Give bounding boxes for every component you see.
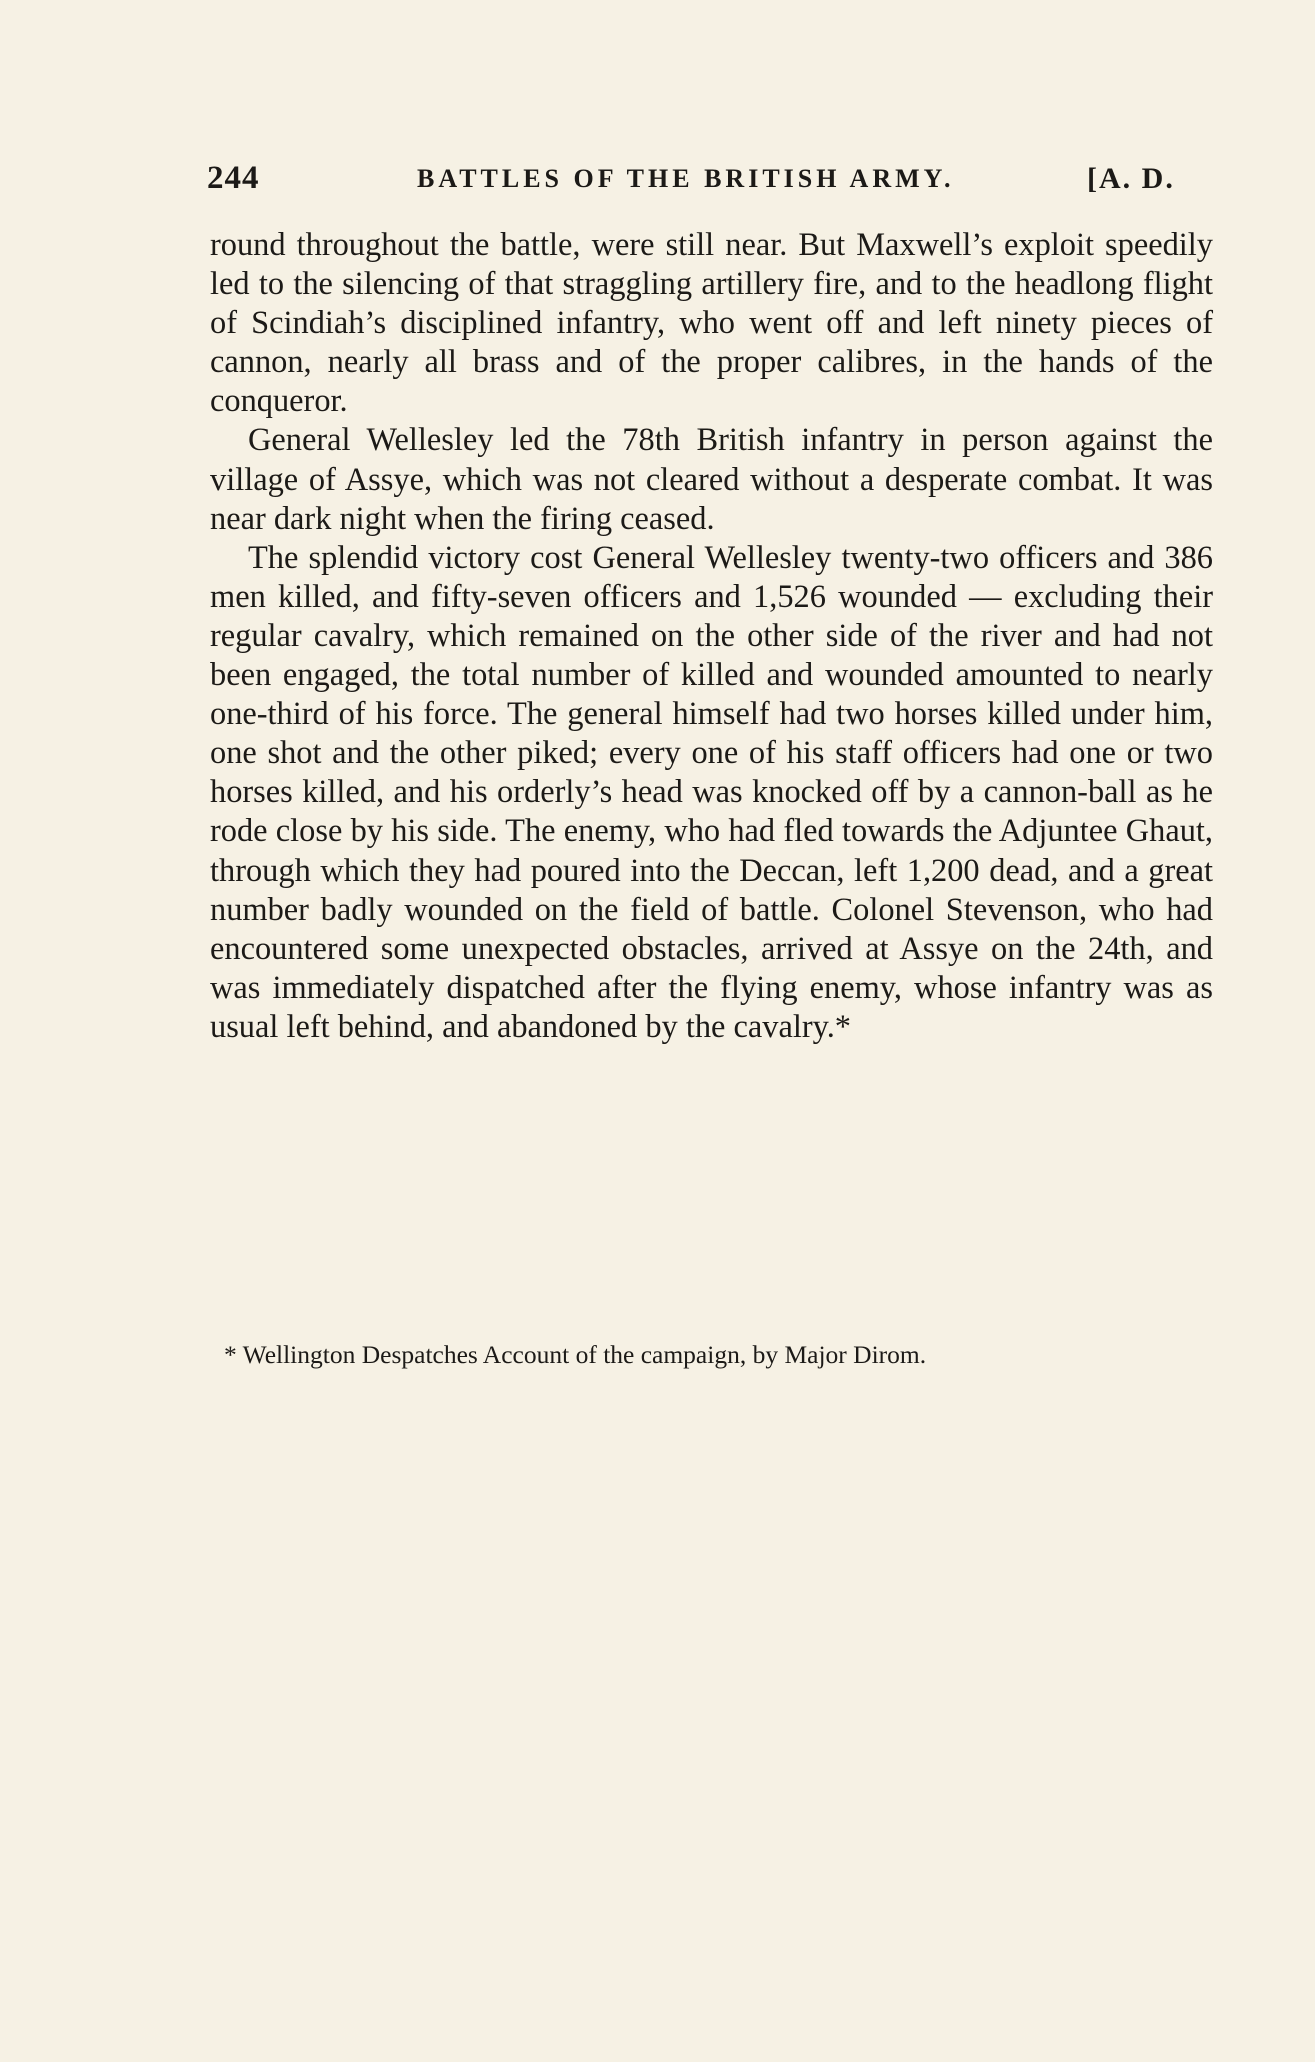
running-title: BATTLES OF THE BRITISH ARMY. bbox=[417, 164, 955, 193]
paragraph: The splendid victory cost General Wellesley twenty-two officers and 386 men killed, and fifty-seven officers and 1,526 wounded — excluding their regular cavalry, which remained on the other side of the river and had not been engaged, the total number of killed and wounded amounted to nearly one-third of his force. The general himself had two horses killed under him, one shot and the other piked; every one of his staff officers had one or two horses killed, and his orderly’s head was knocked off by a cannon-ball as he rode close by his side. The enemy, who had fled towards the Adjuntee Ghaut, through which they had poured into the Deccan, left 1,200 dead, and a great number badly wounded on the field of battle. Colonel Stevenson, who had encountered some unexpected obstacles, arrived at Assye on the 24th, and was immediately dispatched after the flying enemy, whose infantry was as usual left behind, and abandoned by the cavalry.* bbox=[210, 539, 1213, 1045]
footnote bbox=[210, 1338, 1213, 1371]
page-number: 244 bbox=[207, 160, 260, 196]
footnote-text: * Wellington Despatches Account of the campaign, by Major Dirom. bbox=[224, 1340, 927, 1369]
page-header bbox=[207, 160, 1217, 204]
body-text bbox=[210, 226, 1213, 1047]
paragraph: round throughout the battle, were still near. But Maxwell’s exploit speedily led to the silencing of that straggling artillery fire, and to the headlong flight of Scindiah’s disciplined infantry, who went off and left ninety pieces of cannon, nearly all brass and of the proper calibres, in the hands of the conqueror. bbox=[210, 227, 1213, 420]
paragraph: General Wellesley led the 78th British infantry in person against the village of Assye, which was not cleared without a desperate combat. It was near dark night when the firing ceased. bbox=[210, 422, 1213, 537]
year-mark: [A. D. bbox=[1087, 162, 1175, 195]
